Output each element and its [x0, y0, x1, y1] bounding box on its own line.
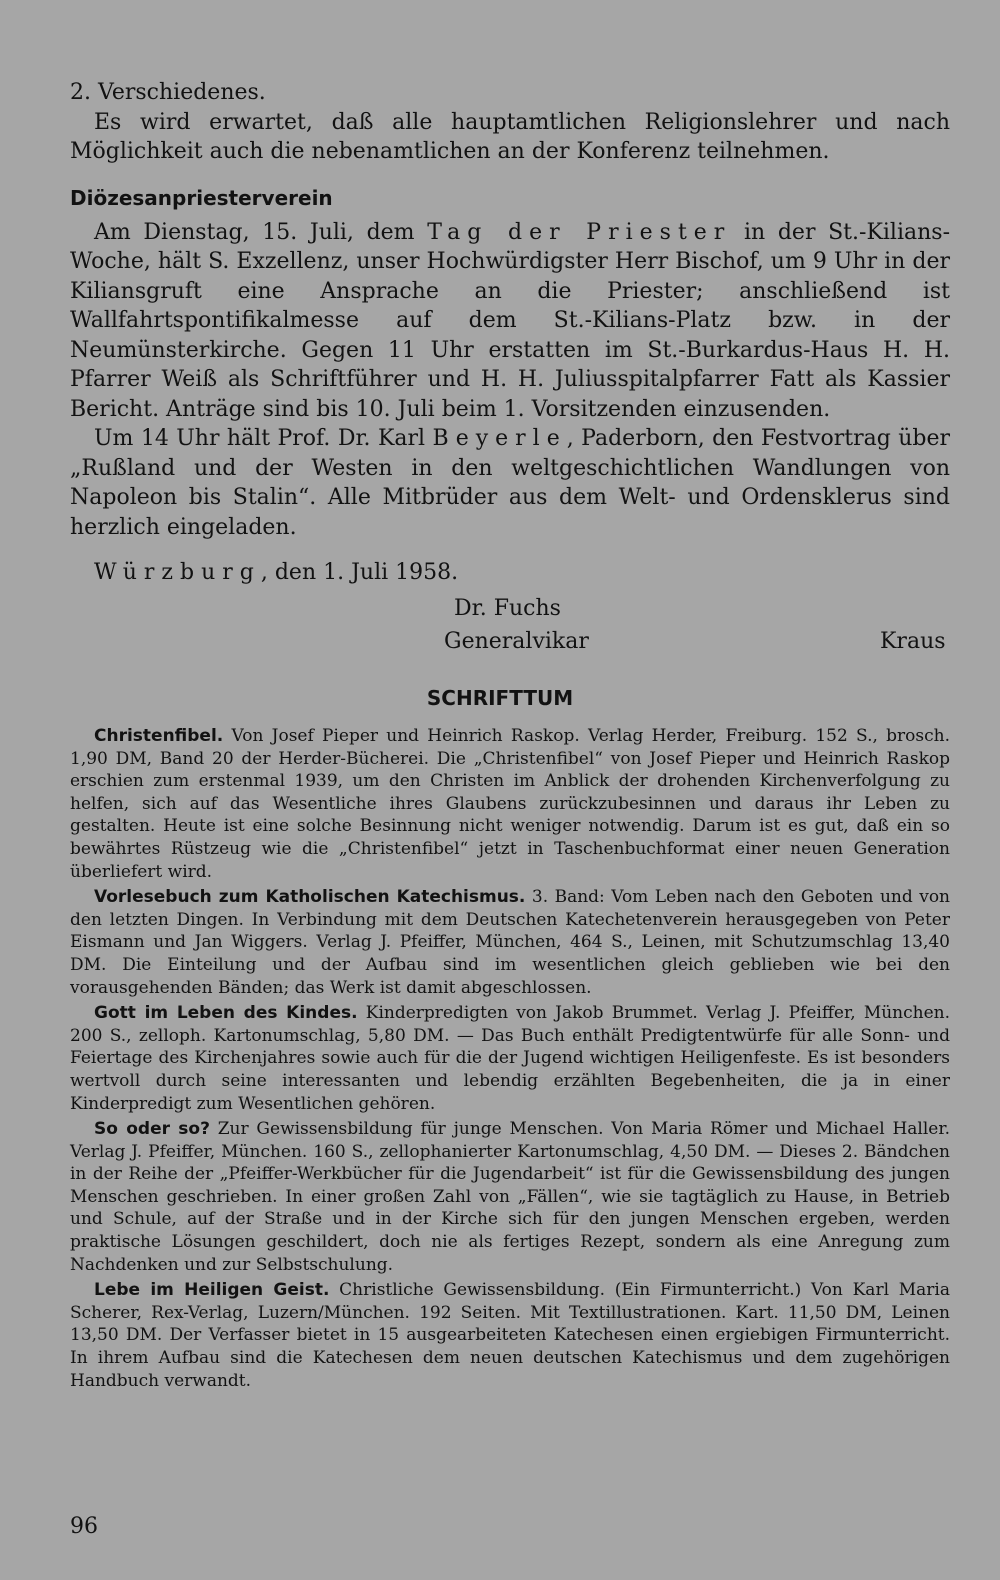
text-run: in der St.-Kilians-Woche, hält S. Exzellenz, unser Hochwürdigster Herr Bischof, um 9 Uhr in der Kiliansgruft eine Ansprache an die Priester; anschließend ist Wallfahrtspontifikalmesse auf dem St.-Kilians-Platz bzw. in der Neumünsterkirche. Gegen 11 Uhr erstatten im St.-Burkardus-Haus H. H. Pfarrer Weiß als Schriftführer und H. H. Juliusspitalpfarrer Fatt als Kassier Bericht. Anträge sind bis 10. Juli beim 1. Vorsitzenden einzusenden. [70, 219, 950, 422]
section-heading: Diözesanpriesterverein [70, 186, 333, 210]
spaced-text: Tag der Priester [427, 219, 732, 245]
page-number: 96 [70, 1514, 98, 1539]
schrifttum-entry [70, 1279, 950, 1392]
signoff-title: Generalvikar [444, 629, 589, 654]
signoff-second: Kraus [880, 629, 946, 654]
section-paragraph [70, 218, 950, 425]
entry-title: So oder so? [94, 1119, 210, 1140]
section-heading: 2. Verschiedenes. [70, 80, 266, 105]
schrifttum-entry [70, 725, 950, 883]
entry-text: Kinderpredigten von Jakob Brummet. Verlag J. Pfeiffer, München. 200 S., zelloph. Kartonumschlag, 5,80 DM. — Das Buch enthält Predigtentwürfe für alle Sonn- und Feiertage des Kirchenjahres sowie auch für die der Jugend wichtigen Heiligenfeste. Es ist besonders wertvoll durch seine interessanten und lebendig erzählten Begebenheiten, die ja in einer Kinderpredigt zum Wesentlichen gehören. [70, 1003, 950, 1114]
section-dioezesanpriesterverein [70, 184, 950, 542]
schrifttum-entry [70, 886, 950, 999]
signoff-place: Würzburg [94, 560, 261, 585]
entry-title: Lebe im Heiligen Geist. [94, 1280, 330, 1301]
section-paragraph [70, 424, 950, 542]
entry-text: 3. Band: Vom Leben nach den Geboten und von den letzten Dingen. In Verbindung mit dem Deutschen Katechetenverein herausgegeben von Peter Eismann und Jan Wiggers. Verlag J. Pfeiffer, München, 464 S., Leinen, mit Schutzumschlag 13,40 DM. Die Einteilung und der Aufbau sind im wesentlichen gleich geblieben wie bei den vorausgehenden Bänden; das Werk ist damit abgeschlossen. [70, 887, 951, 998]
entry-title: Christenfibel. [94, 726, 224, 746]
entry-text: Von Josef Pieper und Heinrich Raskop. Verlag Herder, Freiburg. 152 S., brosch. 1,90 DM, Band 20 der Herder-Bücherei. Die „Christenfibel“ von Josef Pieper und Heinrich Raskop erschien zum erstenmal 1939, um den Christen im Anblick der drohenden Kirchenverfolgung zu helfen, sich auf das Wesentliche ihres Glaubens zurückzubesinnen und daraus ihr Leben zu gestalten. Heute ist eine solche Besinnung nicht weniger notwendig. Darum ist es gut, daß ein so bewährtes Rüstzeug wie die „Christenfibel“ jetzt in Taschenbuchformat einer neuen Generation überliefert wird. [70, 726, 950, 882]
schrifttum-entry [70, 1118, 950, 1276]
entry-title: Vorlesebuch zum Katholischen Katechismus. [94, 887, 526, 908]
text-run: Um 14 Uhr hält Prof. Dr. Karl [94, 426, 426, 451]
schrifttum-entry [70, 1002, 950, 1115]
section-verschiedenes [70, 78, 950, 167]
text-run: Am Dienstag, 15. Juli, dem [94, 219, 415, 245]
spaced-text: Beyerle [432, 426, 567, 451]
schrifttum-entries [70, 725, 950, 1392]
schrifttum-heading: SCHRIFTTUM [426, 686, 574, 710]
entry-text: Zur Gewissensbildung für junge Menschen. Von Maria Römer und Michael Haller. Verlag J. Pfeiffer, München. 160 S., zellophanierter Kartonumschlag, 4,50 DM. — Dieses 2. Bändchen in der Reihe der „Pfeiffer-Werkbücher für die Jugendarbeit“ ist für die Gewissensbildung des jungen Menschen geschrieben. In einer großen Zahl von „Fällen“, wie sie tagtäglich zu Hause, in Betrieb und Schule, auf der Straße und in der Kirche sich für den jungen Menschen ergeben, werden praktische Lösungen geschildert, doch nie als fertiges Rezept, sondern als eine Anregung zum Nachdenken und zur Selbstschulung. [70, 1119, 951, 1275]
entry-title: Gott im Leben des Kindes. [94, 1003, 358, 1024]
signoff-date: , den 1. Juli 1958. [260, 560, 459, 585]
text-run: , Paderborn, den Festvortrag über „Rußland und der Westen in den weltgeschichtlichen Wandlungen von Napoleon bis Stalin“. Alle Mitbrüder aus dem Welt- und Ordensklerus sind herzlich eingeladen. [70, 426, 951, 540]
signoff-name: Dr. Fuchs [454, 596, 561, 621]
signoff-dateline [94, 558, 458, 588]
section-paragraph: Es wird erwartet, daß alle hauptamtlichen Religionslehrer und nach Möglichkeit auch die nebenamtlichen an der Konferenz teilnehmen. [70, 109, 950, 164]
entry-text: Christliche Gewissensbildung. (Ein Firmunterricht.) Von Karl Maria Scherer, Rex-Verlag, Luzern/München. 192 Seiten. Mit Textillustrationen. Kart. 11,50 DM, Leinen 13,50 DM. Der Verfasser bietet in 15 ausgearbeiteten Katechesen einen ergiebigen Firmunterricht. In ihrem Aufbau sind die Katechesen dem neuen deutschen Katechismus und dem zugehörigen Handbuch verwandt. [70, 1280, 950, 1391]
